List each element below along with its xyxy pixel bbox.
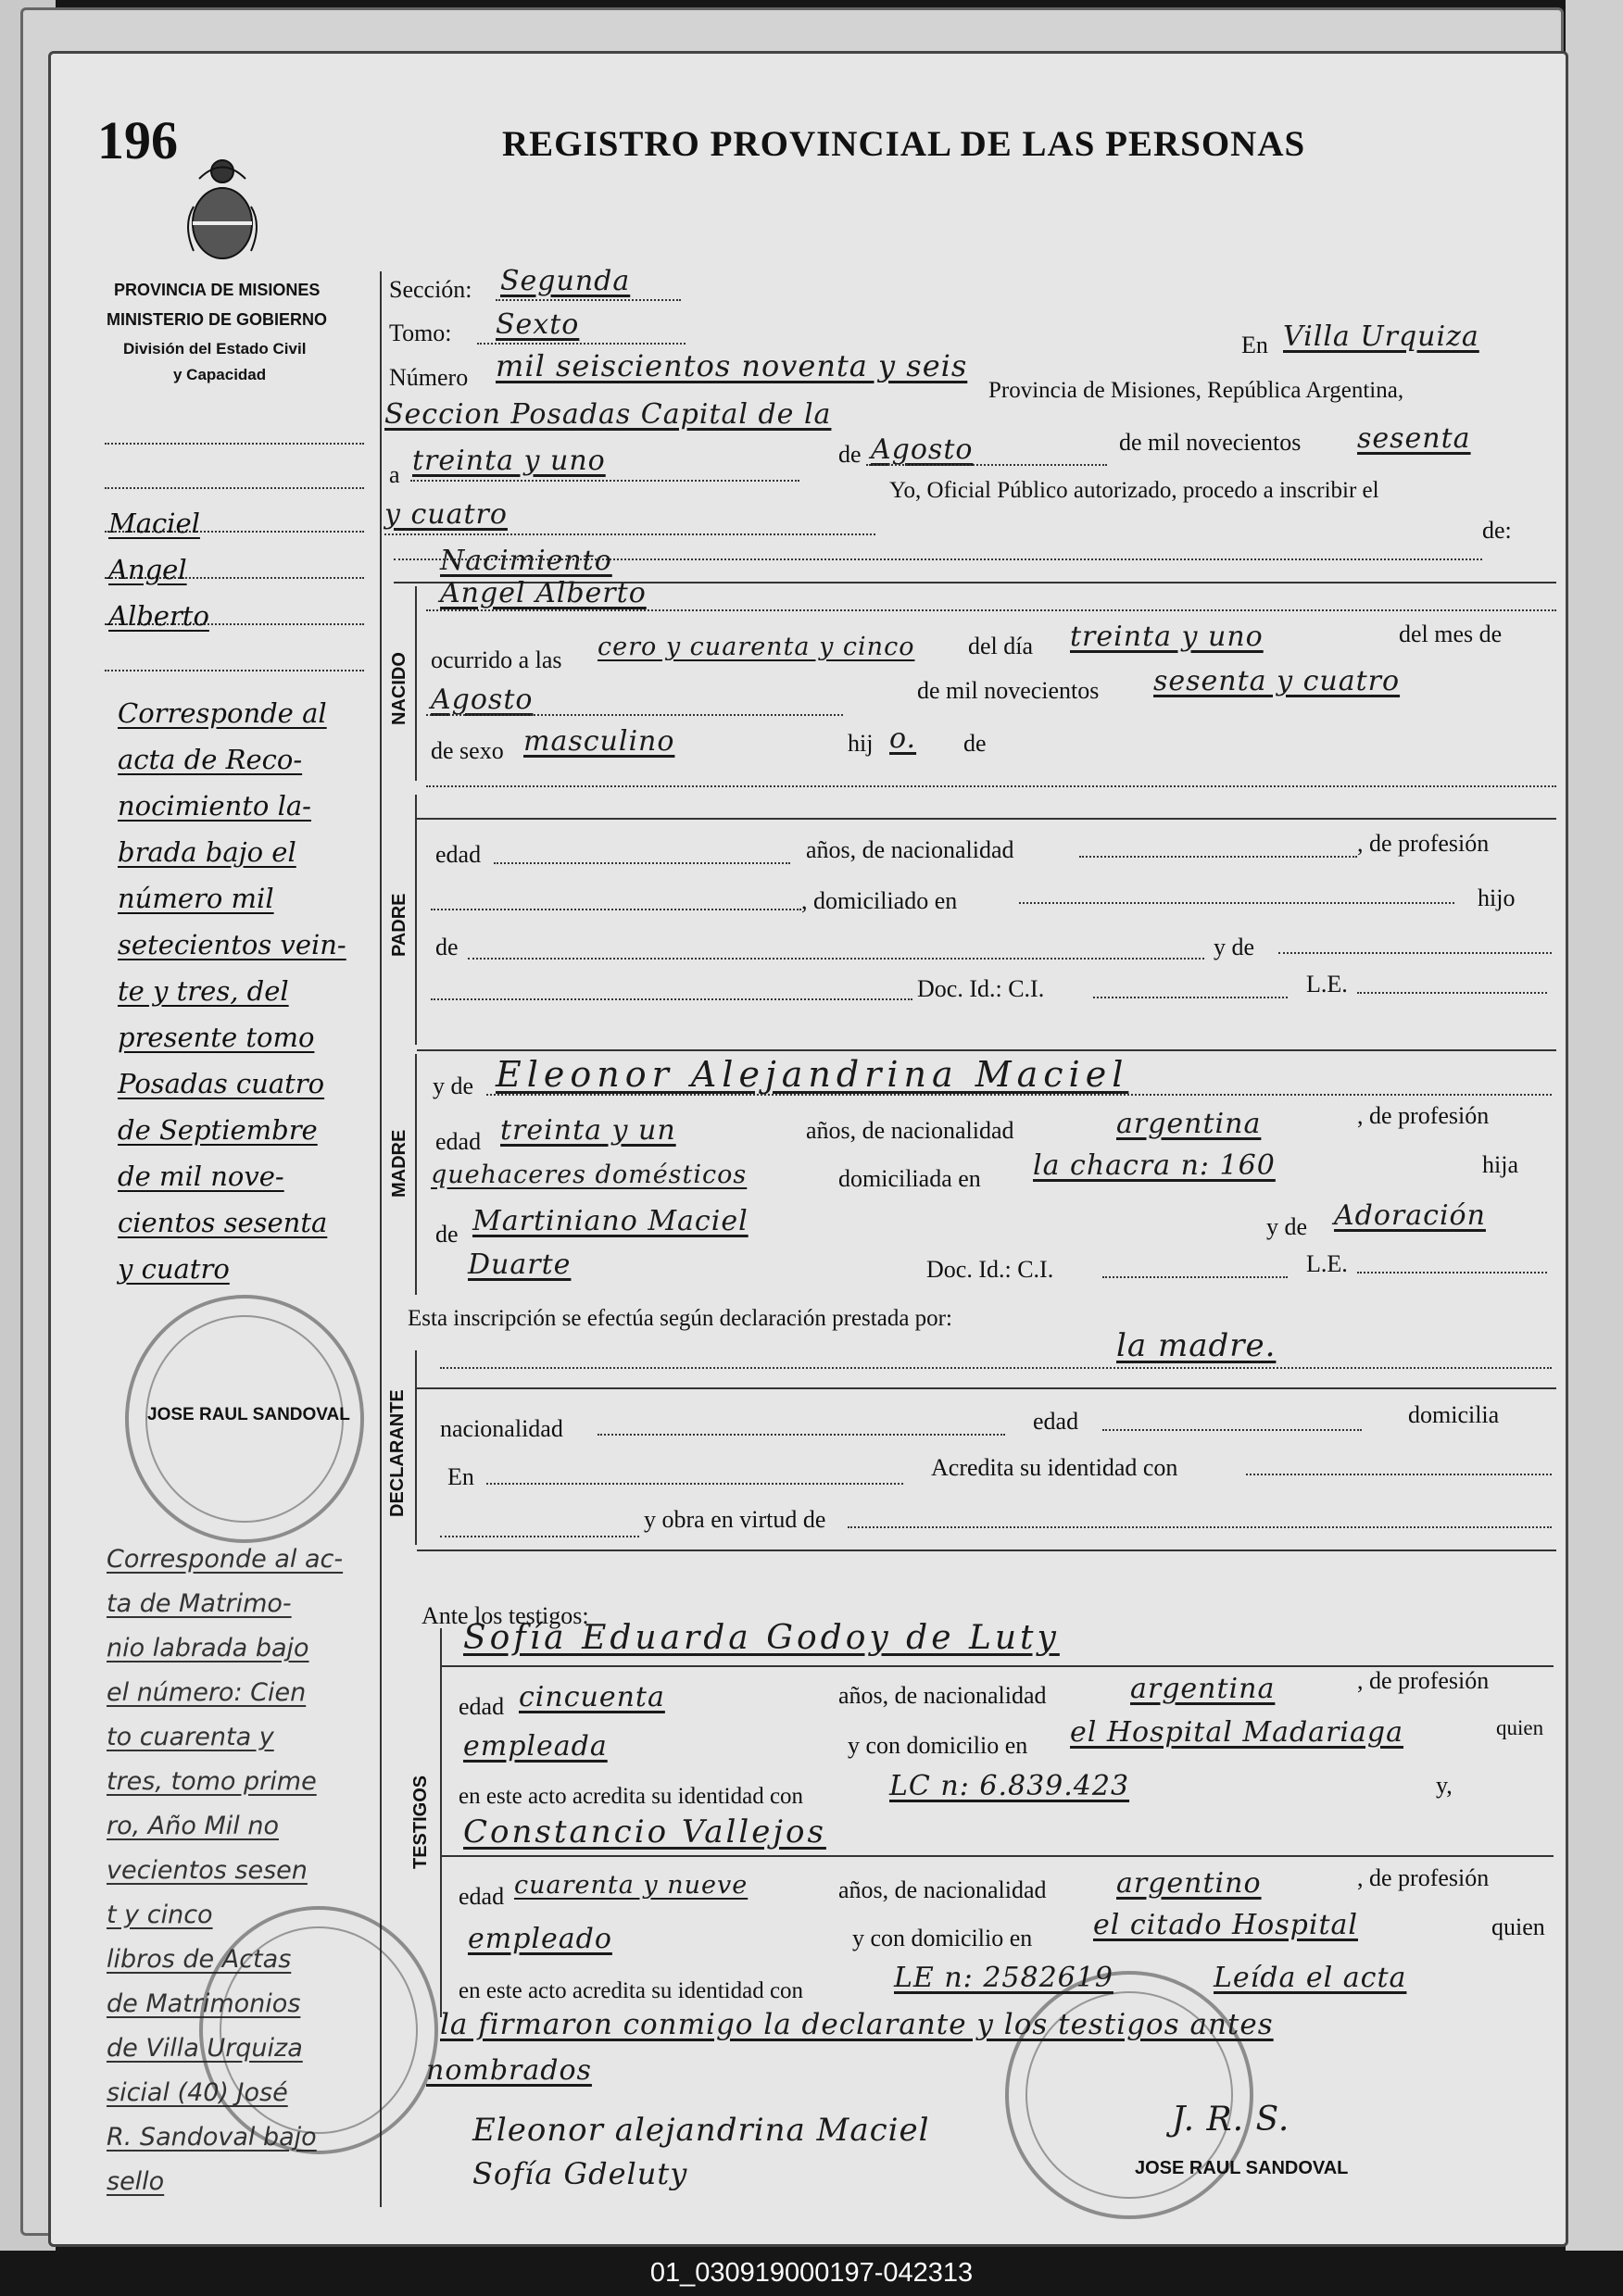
official-seal-left <box>125 1295 364 1543</box>
a-label: a <box>389 461 400 488</box>
margin-surname-3: Alberto <box>108 600 209 632</box>
margin-note2-line: ta de Matrimo- <box>107 1589 292 1618</box>
madre-madre2-value: Duarte <box>468 1248 572 1281</box>
madre-domicilio-value: la chacra n: 160 <box>1033 1149 1276 1182</box>
del-dia-label: del día <box>968 633 1034 659</box>
oficial-label: Yo, Oficial Público autorizado, procedo a inscribir el <box>889 478 1379 503</box>
section-bar <box>415 1054 417 1295</box>
margin-note2-line: t y cinco <box>107 1901 213 1929</box>
image-id: 01_030919000197-042313 <box>649 2258 974 2288</box>
declaracion-label: Esta inscripción se efectúa según declaración prestada por: <box>408 1306 952 1331</box>
testigo1-profesion-label: , de profesión <box>1357 1667 1490 1694</box>
section-bar <box>415 586 417 781</box>
madre-le-label: L.E. <box>1306 1250 1348 1277</box>
testigo2-acredita-label: en este acto acredita su identidad con <box>459 1978 804 2003</box>
testigo2-quien-label: quien <box>1491 1913 1545 1940</box>
padre-le-label: L.E. <box>1306 971 1348 997</box>
testigo1-y-label: y, <box>1436 1772 1453 1799</box>
tomo-label: Tomo: <box>389 320 452 346</box>
margin-rule <box>105 487 364 489</box>
fill-line <box>1357 992 1547 994</box>
del-mes-label: del mes de <box>1399 621 1503 647</box>
testigo1-edad-value: cincuenta <box>519 1681 665 1713</box>
fill-line <box>1246 1474 1552 1475</box>
hij-label: hij <box>848 730 874 757</box>
section-rule <box>417 818 1556 820</box>
margin-note2-line: nio labrada bajo <box>107 1634 309 1662</box>
cierre2-value: la firmaron conmigo la declarante y los testigos antes <box>440 2008 1274 2041</box>
margin-note-line: te y tres, del <box>118 975 289 1007</box>
fill-line <box>384 533 875 535</box>
fill-line <box>410 480 799 482</box>
margin-note2-line: libros de Actas <box>107 1945 292 1974</box>
madre-label: MADRE <box>389 1129 409 1198</box>
cierre3-value: nombrados <box>426 2054 592 2087</box>
section-rule <box>417 1549 1556 1551</box>
sexo-label: de sexo <box>431 737 504 764</box>
testigo2-profesion-label: , de profesión <box>1357 1864 1490 1891</box>
register-page <box>48 51 1568 2247</box>
fill-line <box>1019 902 1454 904</box>
madre-prof-value: quehaceres domésticos <box>431 1161 748 1189</box>
section-rule <box>417 1049 1556 1051</box>
fill-line <box>848 1526 1552 1528</box>
margin-rule <box>105 670 364 671</box>
margin-note2-line: Corresponde al ac- <box>107 1545 344 1574</box>
hij-de-label: de <box>963 730 987 757</box>
madre-y-de2-label: y de <box>1266 1213 1308 1240</box>
margin-note-line: cientos sesenta <box>118 1207 328 1238</box>
margin-surname-1: Maciel <box>108 508 200 539</box>
fill-line <box>394 558 1482 560</box>
signature-witness: Sofía Gdeluty <box>472 2156 688 2191</box>
margin-note2-line: el número: Cien <box>107 1678 307 1707</box>
hora-value: cero y cuarenta y cinco <box>598 633 915 661</box>
padre-anos-label: años, de nacionalidad <box>806 836 1014 863</box>
madre-doc-label: Doc. Id.: C.I. <box>926 1256 1054 1283</box>
padre-domiciliado-label: , domiciliado en <box>801 887 958 914</box>
tomo-value: Sexto <box>496 308 580 341</box>
numero-value: mil seiscientos noventa y seis <box>496 348 968 383</box>
fill-line <box>426 714 843 716</box>
margin-note2-line: R. Sandoval bajo <box>107 2123 317 2152</box>
margin-note-line: Corresponde al <box>118 697 327 729</box>
numero-label: Número <box>389 364 469 391</box>
fill-line <box>1278 952 1552 954</box>
fill-line <box>598 1434 1005 1436</box>
fill-line <box>1357 1272 1547 1273</box>
testigo2-dom-value: el citado Hospital <box>1093 1909 1358 1941</box>
section-bar <box>440 1628 442 2017</box>
margin-note-line: presente tomo <box>118 1022 315 1053</box>
lugar2-value: Seccion Posadas Capital de la <box>384 398 832 431</box>
madre-nombre-value: Eleonor Alejandrina Maciel <box>496 1054 1129 1095</box>
institution-line-3: División del Estado Civil <box>123 340 307 358</box>
margin-note2-line: sello <box>107 2167 165 2196</box>
de-colon-label: de: <box>1482 517 1512 544</box>
testigo2-domicilio-label: y con domicilio en <box>852 1925 1033 1951</box>
institution-line-4: y Capacidad <box>173 366 267 383</box>
madre-padre-value: Martiniano Maciel <box>472 1205 749 1237</box>
testigos-label: TESTIGOS <box>410 1775 431 1869</box>
declarante-label: DECLARANTE <box>387 1389 408 1517</box>
padre-label: PADRE <box>389 893 409 957</box>
image-id-bar <box>0 2251 1623 2296</box>
nombre-value: Angel Alberto <box>440 577 647 609</box>
seal-name: JOSE RAUL SANDOVAL <box>147 1405 350 1424</box>
mil-novecientos-label: de mil novecientos <box>1119 429 1302 456</box>
cierre1-value: Leída el acta <box>1214 1962 1407 1994</box>
testigo2-name: Constancio Vallejos <box>463 1813 826 1851</box>
section-bar <box>415 795 417 1045</box>
margin-rule <box>105 443 364 445</box>
fill-line <box>1102 1429 1362 1431</box>
margin-note-line: de Septiembre <box>118 1114 318 1146</box>
mil-novecientos-2-label: de mil novecientos <box>917 677 1100 704</box>
testigo1-name: Sofía Eduarda Godoy de Luty <box>463 1619 1060 1657</box>
padre-hijo-label: hijo <box>1478 885 1516 911</box>
madre-madre-value: Adoración <box>1334 1199 1486 1232</box>
margin-note2-line: to cuarenta y <box>107 1723 274 1751</box>
acta-tipo-value: Nacimiento <box>440 545 612 577</box>
margin-note-line: Posadas cuatro <box>118 1068 325 1099</box>
testigo1-acredita-label: en este acto acredita su identidad con <box>459 1784 804 1809</box>
seal-name-bottom: JOSE RAUL SANDOVAL <box>1135 2158 1349 2178</box>
seccion-value: Segunda <box>500 265 631 297</box>
margin-note2-line: de Matrimonios <box>107 1989 301 2018</box>
de-label: de <box>838 441 862 468</box>
madre-domiciliada-label: domiciliada en <box>838 1165 981 1192</box>
margin-note-line: y cuatro <box>118 1253 230 1285</box>
seccion-label: Sección: <box>389 276 472 303</box>
margin-note2-line: tres, tomo prime <box>107 1767 317 1796</box>
testigo1-doc-value: LC n: 6.839.423 <box>889 1770 1130 1802</box>
mes-nac-value: Agosto <box>431 684 534 716</box>
declarante-acredita-label: Acredita su identidad con <box>931 1454 1178 1481</box>
margin-note-line: brada bajo el <box>118 836 296 868</box>
declarante-obra-label: y obra en virtud de <box>644 1506 826 1533</box>
lugar-value: Villa Urquiza <box>1283 320 1479 353</box>
declarante-en-label: En <box>447 1463 474 1490</box>
anio2-value: y cuatro <box>384 498 508 531</box>
madre-y-de-label: y de <box>433 1073 474 1099</box>
padre-edad-label: edad <box>435 841 482 868</box>
signature-official: J. R. S. <box>1172 2101 1290 2139</box>
madre-edad-value: treinta y un <box>500 1114 676 1147</box>
testigo2-edad-value: cuarenta y nueve <box>514 1871 749 1900</box>
testigo2-nac-value: argentino <box>1116 1867 1262 1900</box>
provincia-label: Provincia de Misiones, República Argentina, <box>988 378 1404 403</box>
madre-de-label: de <box>435 1221 459 1248</box>
margin-note-line: setecientos vein- <box>118 929 346 960</box>
fill-line <box>1079 856 1357 858</box>
official-seal-bottom-right <box>1005 1971 1253 2219</box>
margin-note2-line: sicial (40) José <box>107 2078 288 2107</box>
testigo1-quien-label: quien <box>1496 1716 1544 1739</box>
madre-profesion-label: , de profesión <box>1357 1102 1490 1129</box>
mes-value: Agosto <box>871 433 974 466</box>
madre-edad-label: edad <box>435 1128 482 1155</box>
padre-de-label: de <box>435 934 459 960</box>
declarante-nacionalidad-label: nacionalidad <box>440 1415 563 1442</box>
fill-line <box>426 609 1556 611</box>
testigo1-anos-label: años, de nacionalidad <box>838 1682 1047 1709</box>
testigo1-nac-value: argentina <box>1130 1673 1276 1705</box>
fill-line <box>431 998 912 1000</box>
section-rule <box>442 1855 1554 1857</box>
coat-of-arms-icon <box>181 151 264 267</box>
testigo1-prof-value: empleada <box>463 1730 608 1763</box>
margin-note2-line: de Villa Urquiza <box>107 2034 303 2063</box>
padre-profesion-label: , de profesión <box>1357 830 1490 857</box>
fill-line <box>477 343 686 345</box>
declarante-value: la madre. <box>1116 1327 1277 1364</box>
testigo1-edad-label: edad <box>459 1693 505 1720</box>
padre-y-de-label: y de <box>1214 934 1255 960</box>
institution-line-2: MINISTERIO DE GOBIERNO <box>107 310 328 329</box>
dia-value: treinta y uno <box>412 445 606 477</box>
testigo1-dom-value: el Hospital Madariaga <box>1070 1716 1403 1749</box>
institution-line-1: PROVINCIA DE MISIONES <box>114 281 321 299</box>
fill-line <box>1093 997 1288 998</box>
fill-line <box>440 1367 1552 1369</box>
fill-line <box>1102 1276 1288 1278</box>
fill-line <box>468 958 1204 960</box>
signature-mother: Eleonor alejandrina Maciel <box>472 2112 930 2149</box>
testigo2-anos-label: años, de nacionalidad <box>838 1876 1047 1903</box>
anio-value: sesenta <box>1357 422 1471 455</box>
margin-note2-line: vecientos sesen <box>107 1856 308 1885</box>
margin-note-line: número mil <box>118 883 274 914</box>
declarante-edad-label: edad <box>1033 1408 1079 1435</box>
hij-suffix-value: o. <box>889 722 917 755</box>
section-rule <box>417 1387 1556 1389</box>
fill-line <box>494 862 790 864</box>
en-label: En <box>1241 332 1268 358</box>
fill-line <box>486 1483 903 1485</box>
declarante-domicilia-label: domicilia <box>1408 1401 1500 1428</box>
right-page-edge <box>1566 0 1623 2251</box>
official-seal-bottom-left <box>199 1906 438 2154</box>
madre-anos-label: años, de nacionalidad <box>806 1117 1014 1144</box>
section-bar <box>415 1350 417 1545</box>
testigo2-doc-value: LE n: 2582619 <box>894 1962 1113 1994</box>
ocurrido-label: ocurrido a las <box>431 646 562 673</box>
fill-line <box>866 464 1107 466</box>
record-number: 196 <box>97 110 178 170</box>
madre-nac-value: argentina <box>1116 1108 1262 1140</box>
testigo2-edad-label: edad <box>459 1883 505 1910</box>
margin-note2-line: ro, Año Mil no <box>107 1812 279 1840</box>
fill-line <box>486 1094 1552 1096</box>
padre-doc-label: Doc. Id.: C.I. <box>917 975 1045 1002</box>
testigo2-prof-value: empleado <box>468 1923 612 1955</box>
testigo1-domicilio-label: y con domicilio en <box>848 1732 1028 1759</box>
fill-line <box>431 909 801 910</box>
column-divider <box>380 271 382 2207</box>
page-title: REGISTRO PROVINCIAL DE LAS PERSONAS <box>502 124 1306 164</box>
fill-line <box>426 785 1556 787</box>
fill-line <box>496 299 681 301</box>
margin-note-line: de mil nove- <box>118 1161 284 1192</box>
margin-surname-2: Angel <box>108 554 187 585</box>
margin-note-line: nocimiento la- <box>118 790 311 822</box>
sexo-value: masculino <box>523 725 675 758</box>
madre-hija-label: hija <box>1482 1151 1518 1178</box>
ante-testigos-label: Ante los testigos: <box>421 1602 589 1629</box>
fill-line <box>440 1536 639 1537</box>
nacido-label: NACIDO <box>389 652 409 725</box>
anio-nac-value: sesenta y cuatro <box>1153 665 1401 697</box>
margin-note-line: acta de Reco- <box>118 744 303 775</box>
dia-nac-value: treinta y uno <box>1070 621 1264 653</box>
